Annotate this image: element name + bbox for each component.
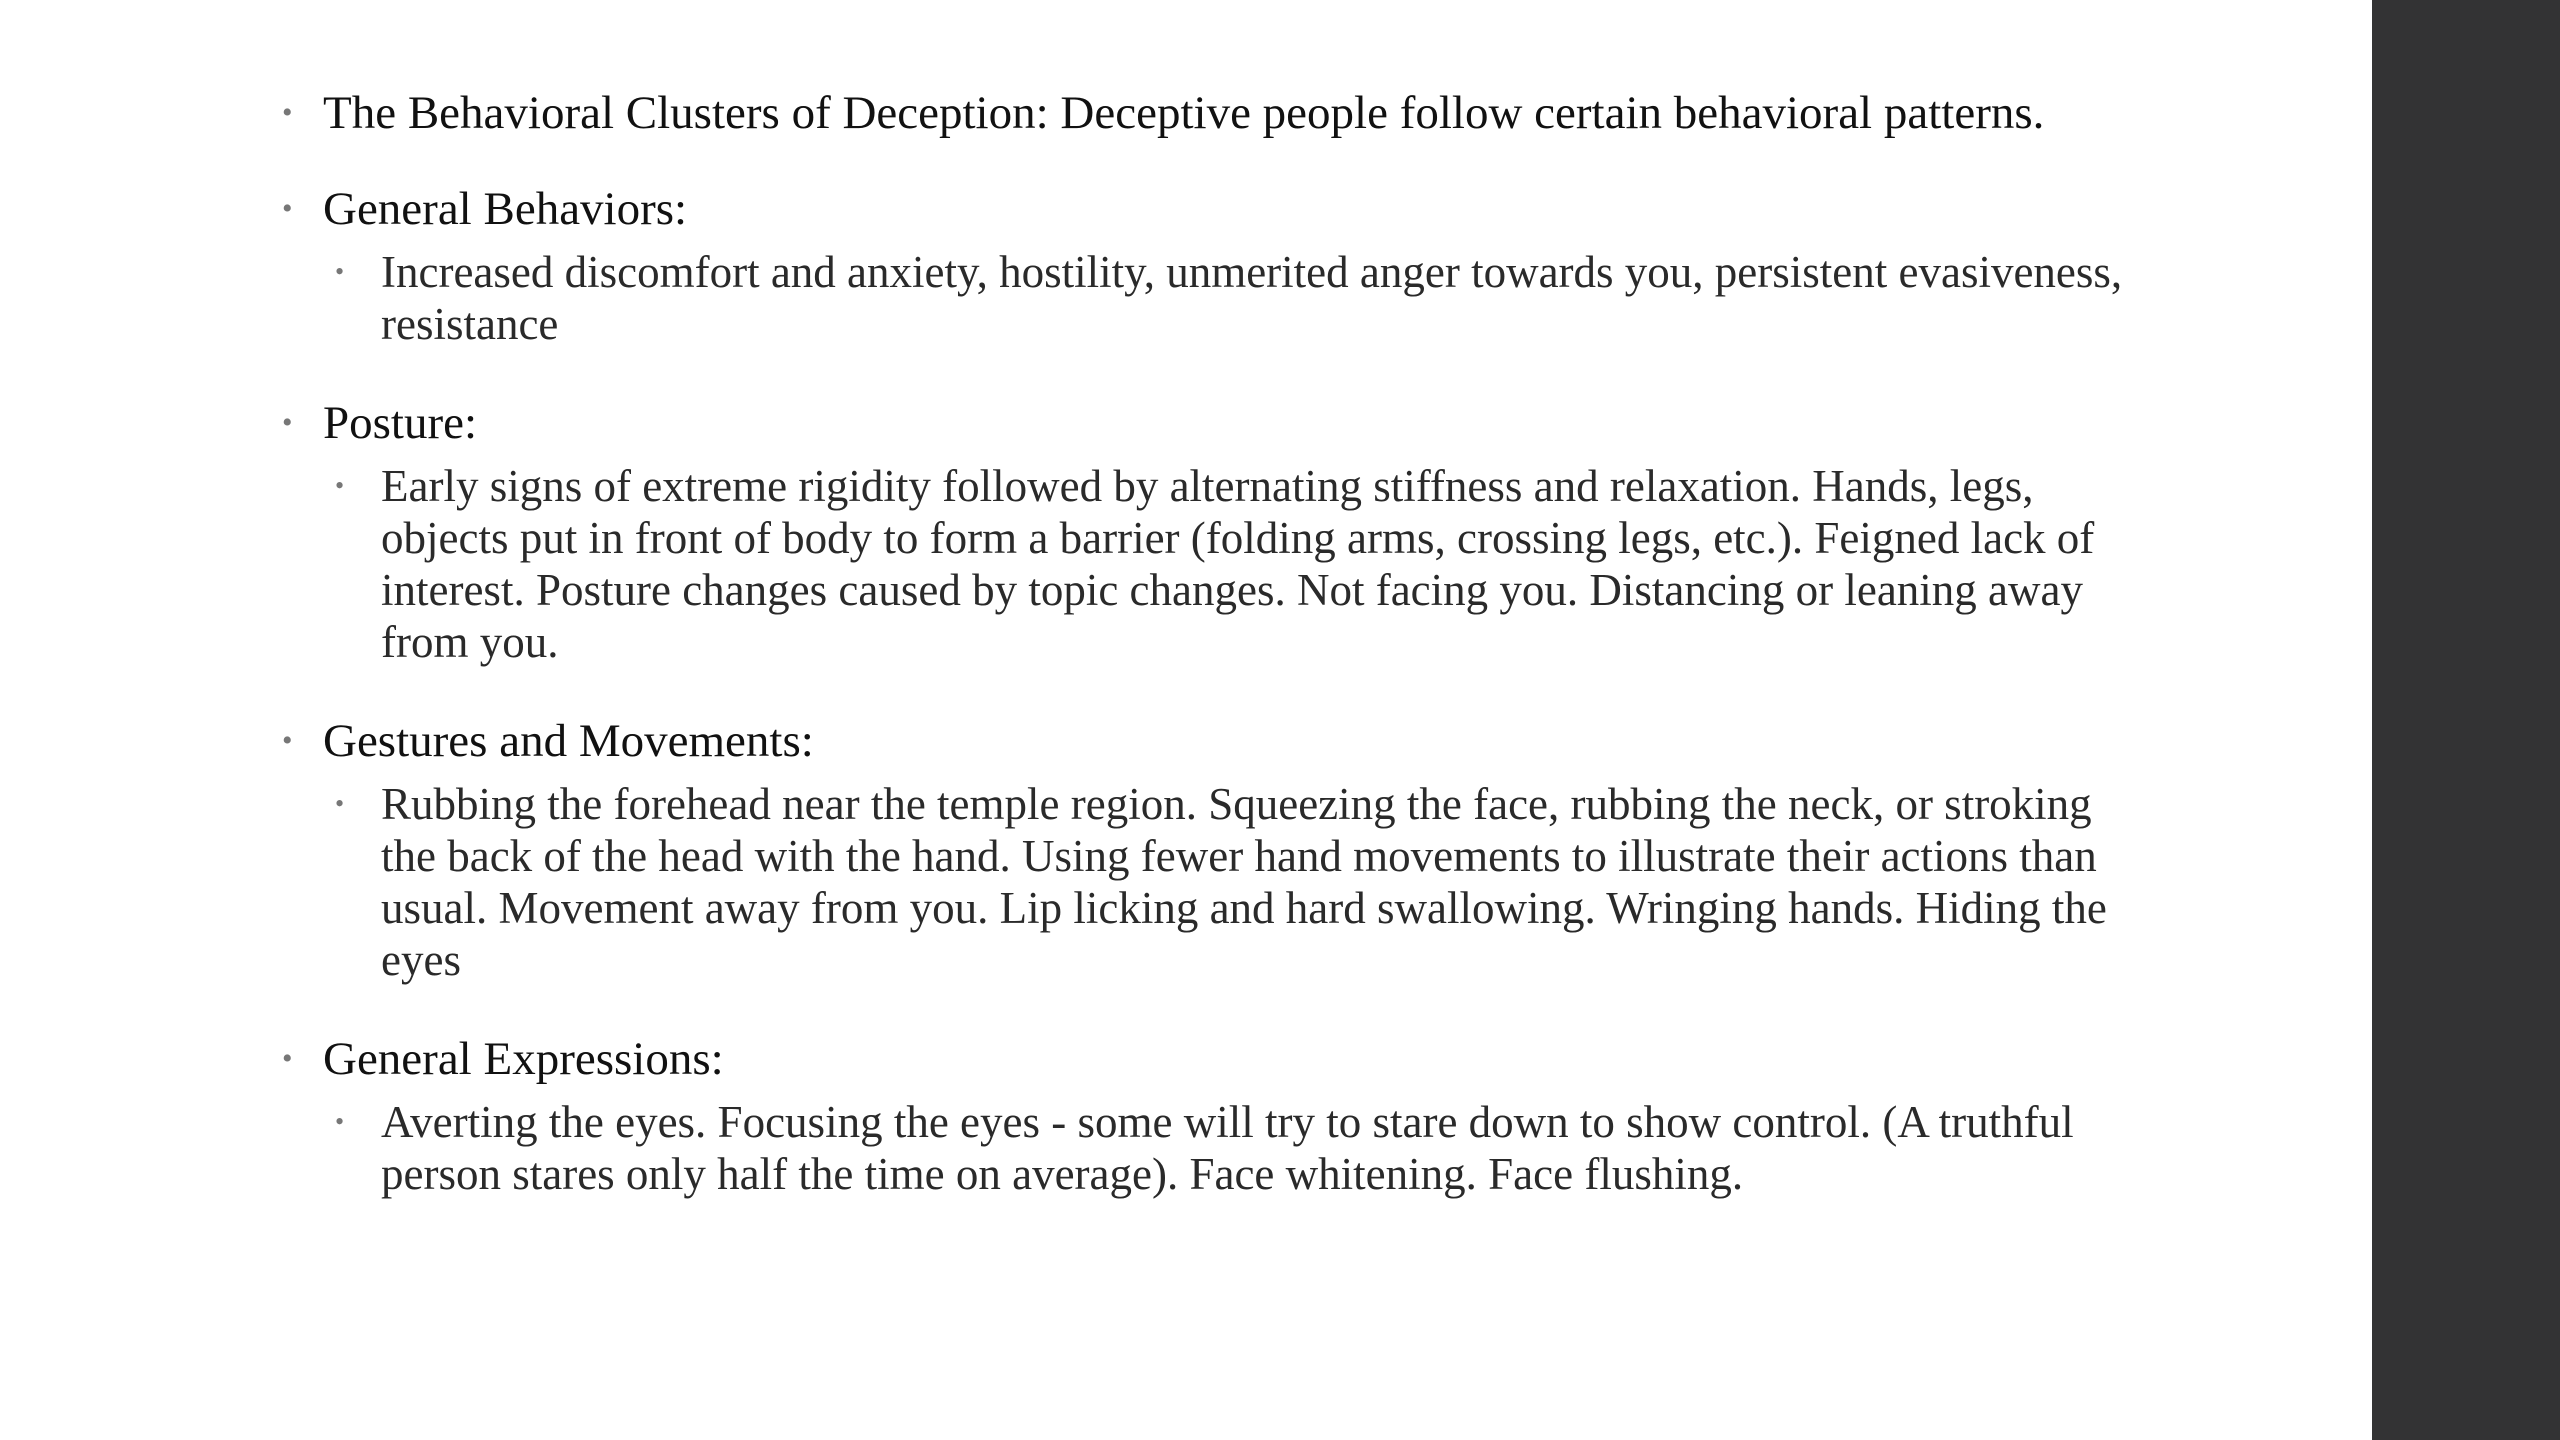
sub-bullet-icon: • bbox=[335, 789, 345, 818]
sub-bullet-text: Early signs of extreme rigidity followed by alternating stiffness and relaxation. Hands, legs, objects put in front of body to form a barrier (folding arms, crossing legs, etc.). Feigned lack of interest. Posture changes caused by topic changes. Not facing you. Distancing or leaning away from you. bbox=[381, 461, 2095, 667]
bullet-list bbox=[270, 86, 2130, 1200]
bullet-heading bbox=[270, 396, 2130, 450]
heading-text: Gestures and Movements: bbox=[323, 715, 814, 767]
sub-bullet-icon: • bbox=[335, 471, 345, 500]
sub-bullet-icon: • bbox=[335, 257, 345, 286]
bullet-heading bbox=[270, 86, 2130, 140]
sub-bullet bbox=[323, 460, 2130, 668]
bullet-item-gestures-and-movements bbox=[270, 714, 2130, 986]
bullet-item-general-expressions bbox=[270, 1032, 2130, 1200]
sub-bullet-icon: • bbox=[335, 1107, 345, 1136]
heading-text: Posture: bbox=[323, 397, 478, 449]
sub-bullet-text: Increased discomfort and anxiety, hostility, unmerited anger towards you, persistent evasiveness, resistance bbox=[381, 247, 2123, 349]
bullet-item-behavioral-clusters bbox=[270, 86, 2130, 140]
heading-text: General Behaviors: bbox=[323, 183, 688, 235]
sub-bullet bbox=[323, 1096, 2130, 1200]
sub-bullet-text: Rubbing the forehead near the temple region. Squeezing the face, rubbing the neck, or stroking the back of the head with the hand. Using fewer hand movements to illustrate their actions than usual. Movement away from you. Lip licking and hard swallowing. Wringing hands. Hiding the eyes bbox=[381, 779, 2107, 985]
sub-bullet bbox=[323, 246, 2130, 350]
bullet-icon: • bbox=[282, 406, 293, 439]
bullet-heading bbox=[270, 1032, 2130, 1086]
bullet-item-general-behaviors bbox=[270, 182, 2130, 350]
bullet-icon: • bbox=[282, 192, 293, 225]
bullet-icon: • bbox=[282, 724, 293, 757]
bullet-icon: • bbox=[282, 96, 293, 129]
heading-text: The Behavioral Clusters of Deception: Deceptive people follow certain behavioral patterns. bbox=[323, 87, 2045, 139]
heading-text: General Expressions: bbox=[323, 1033, 724, 1085]
sub-bullet bbox=[323, 778, 2130, 986]
bullet-icon: • bbox=[282, 1042, 293, 1075]
bullet-heading bbox=[270, 182, 2130, 236]
sub-bullet-text: Averting the eyes. Focusing the eyes - some will try to stare down to show control. (A truthful person stares only half the time on average). Face whitening. Face flushing. bbox=[381, 1097, 2074, 1199]
bullet-item-posture bbox=[270, 396, 2130, 668]
side-bar bbox=[2372, 0, 2560, 1440]
bullet-heading bbox=[270, 714, 2130, 768]
